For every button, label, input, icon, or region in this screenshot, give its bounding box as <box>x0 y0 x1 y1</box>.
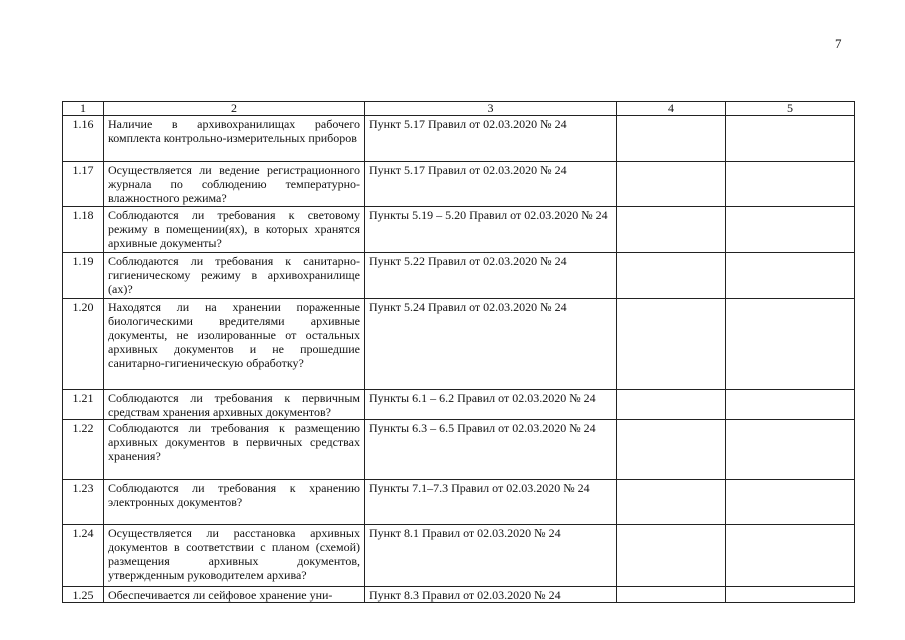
table-row <box>63 587 855 603</box>
table-row <box>63 253 855 299</box>
table-row <box>63 525 855 587</box>
table-row <box>63 299 855 390</box>
column-header-5: 5 <box>726 102 855 116</box>
reference-text: Пункты 6.3 – 6.5 Правил от 02.03.2020 № 24 <box>365 420 617 480</box>
answer-cell <box>617 420 726 480</box>
note-cell <box>726 207 855 253</box>
reference-text: Пункты 7.1–7.3 Правил от 02.03.2020 № 24 <box>365 480 617 525</box>
note-cell <box>726 525 855 587</box>
question-text: Соблюдаются ли требования к световому режиму в помещении(ях), в которых хранятся архивные документы? <box>104 207 365 253</box>
answer-cell <box>617 162 726 207</box>
row-number: 1.23 <box>63 480 104 525</box>
question-text: Соблюдаются ли требования к размещению архивных документов в первичных средствах хранения? <box>104 420 365 480</box>
answer-cell <box>617 480 726 525</box>
reference-text: Пункт 5.17 Правил от 02.03.2020 № 24 <box>365 162 617 207</box>
question-text: Обеспечивается ли сейфовое хранение уни- <box>104 587 365 603</box>
note-cell <box>726 162 855 207</box>
row-number: 1.17 <box>63 162 104 207</box>
row-number: 1.22 <box>63 420 104 480</box>
row-number: 1.20 <box>63 299 104 390</box>
table-row <box>63 162 855 207</box>
row-number: 1.16 <box>63 116 104 162</box>
row-number: 1.25 <box>63 587 104 603</box>
note-cell <box>726 390 855 420</box>
column-header-3: 3 <box>365 102 617 116</box>
reference-text: Пункт 5.24 Правил от 02.03.2020 № 24 <box>365 299 617 390</box>
reference-text: Пункты 5.19 – 5.20 Правил от 02.03.2020 № 24 <box>365 207 617 253</box>
page-number: 7 <box>835 36 842 51</box>
answer-cell <box>617 207 726 253</box>
note-cell <box>726 587 855 603</box>
table-row <box>63 116 855 162</box>
note-cell <box>726 420 855 480</box>
question-text: Соблюдаются ли требования к хранению электронных документов? <box>104 480 365 525</box>
column-header-2: 2 <box>104 102 365 116</box>
reference-text: Пункты 6.1 – 6.2 Правил от 02.03.2020 № 24 <box>365 390 617 420</box>
checklist-table <box>62 101 855 603</box>
row-number: 1.18 <box>63 207 104 253</box>
column-header-1: 1 <box>63 102 104 116</box>
note-cell <box>726 299 855 390</box>
question-text: Осуществляется ли расстановка архивных документов в соответствии с планом (схемой) размещения архивных документов, утвержденным руководителем архива? <box>104 525 365 587</box>
table-row <box>63 207 855 253</box>
question-text: Наличие в архивохранилищах рабочего комплекта контрольно-измерительных приборов <box>104 116 365 162</box>
note-cell <box>726 116 855 162</box>
question-text: Соблюдаются ли требования к санитарно-гигиеническому режиму в архивохранилище (ах)? <box>104 253 365 299</box>
reference-text: Пункт 8.3 Правил от 02.03.2020 № 24 <box>365 587 617 603</box>
reference-text: Пункт 8.1 Правил от 02.03.2020 № 24 <box>365 525 617 587</box>
answer-cell <box>617 253 726 299</box>
row-number: 1.21 <box>63 390 104 420</box>
question-text: Осуществляется ли ведение регистрационного журнала по соблюдению температурно-влажностного режима? <box>104 162 365 207</box>
reference-text: Пункт 5.17 Правил от 02.03.2020 № 24 <box>365 116 617 162</box>
answer-cell <box>617 116 726 162</box>
question-text: Соблюдаются ли требования к первичным средствам хранения архивных документов? <box>104 390 365 420</box>
answer-cell <box>617 299 726 390</box>
note-cell <box>726 253 855 299</box>
reference-text: Пункт 5.22 Правил от 02.03.2020 № 24 <box>365 253 617 299</box>
table-row <box>63 480 855 525</box>
note-cell <box>726 480 855 525</box>
answer-cell <box>617 390 726 420</box>
question-text: Находятся ли на хранении пораженные биологическими вредителями архивные документы, не изолированные от остальных архивных документов и не прошедшие санитарно-гигиеническую обработку? <box>104 299 365 390</box>
column-header-4: 4 <box>617 102 726 116</box>
table-row <box>63 420 855 480</box>
header-row <box>63 102 855 116</box>
row-number: 1.24 <box>63 525 104 587</box>
table-row <box>63 390 855 420</box>
answer-cell <box>617 525 726 587</box>
answer-cell <box>617 587 726 603</box>
row-number: 1.19 <box>63 253 104 299</box>
